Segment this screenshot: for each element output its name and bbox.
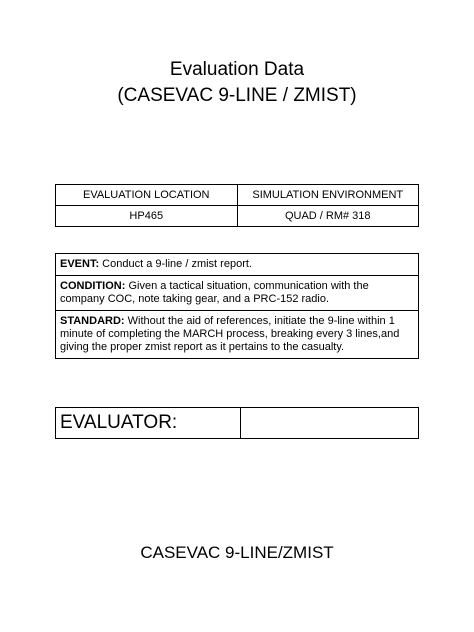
footer-title: CASEVAC 9-LINE/ZMIST — [140, 543, 334, 562]
condition-text: Given a tactical situation, communication with the company COC, note taking gear, and a PRC-152 radio. — [60, 280, 369, 305]
evaluation-location-value: HP465 — [56, 206, 238, 227]
simulation-environment-header: SIMULATION ENVIRONMENT — [237, 185, 419, 206]
event-row — [56, 254, 419, 276]
evaluator-table — [55, 407, 419, 439]
page-title: Evaluation Data — [169, 59, 305, 80]
standard-cell — [56, 311, 419, 359]
location-table-header-row — [56, 185, 419, 206]
standard-label: STANDARD: — [60, 315, 125, 327]
location-table-value-row — [56, 206, 419, 227]
standard-row — [56, 311, 419, 359]
location-table — [55, 184, 419, 227]
standard-text: Without the aid of references, initiate the 9-line within 1 minute of completing the MARCH process, breaking every 3 lines,and giving the proper zmist report as it pertains to the casualty. — [60, 315, 400, 353]
simulation-environment-value: QUAD / RM# 318 — [237, 206, 419, 227]
condition-label: CONDITION: — [60, 280, 126, 292]
condition-cell — [56, 276, 419, 311]
event-label: EVENT: — [60, 258, 100, 270]
event-cell — [56, 254, 419, 276]
evaluator-row — [56, 408, 419, 439]
condition-row — [56, 276, 419, 311]
evaluator-field[interactable] — [240, 408, 418, 439]
evaluator-label: EVALUATOR: — [56, 408, 241, 439]
event-text: Conduct a 9-line / zmist report. — [99, 258, 252, 270]
task-info-table — [55, 253, 419, 359]
evaluation-location-header: EVALUATION LOCATION — [56, 185, 238, 206]
page-subtitle: (CASEVAC 9-LINE / ZMIST) — [117, 85, 357, 106]
